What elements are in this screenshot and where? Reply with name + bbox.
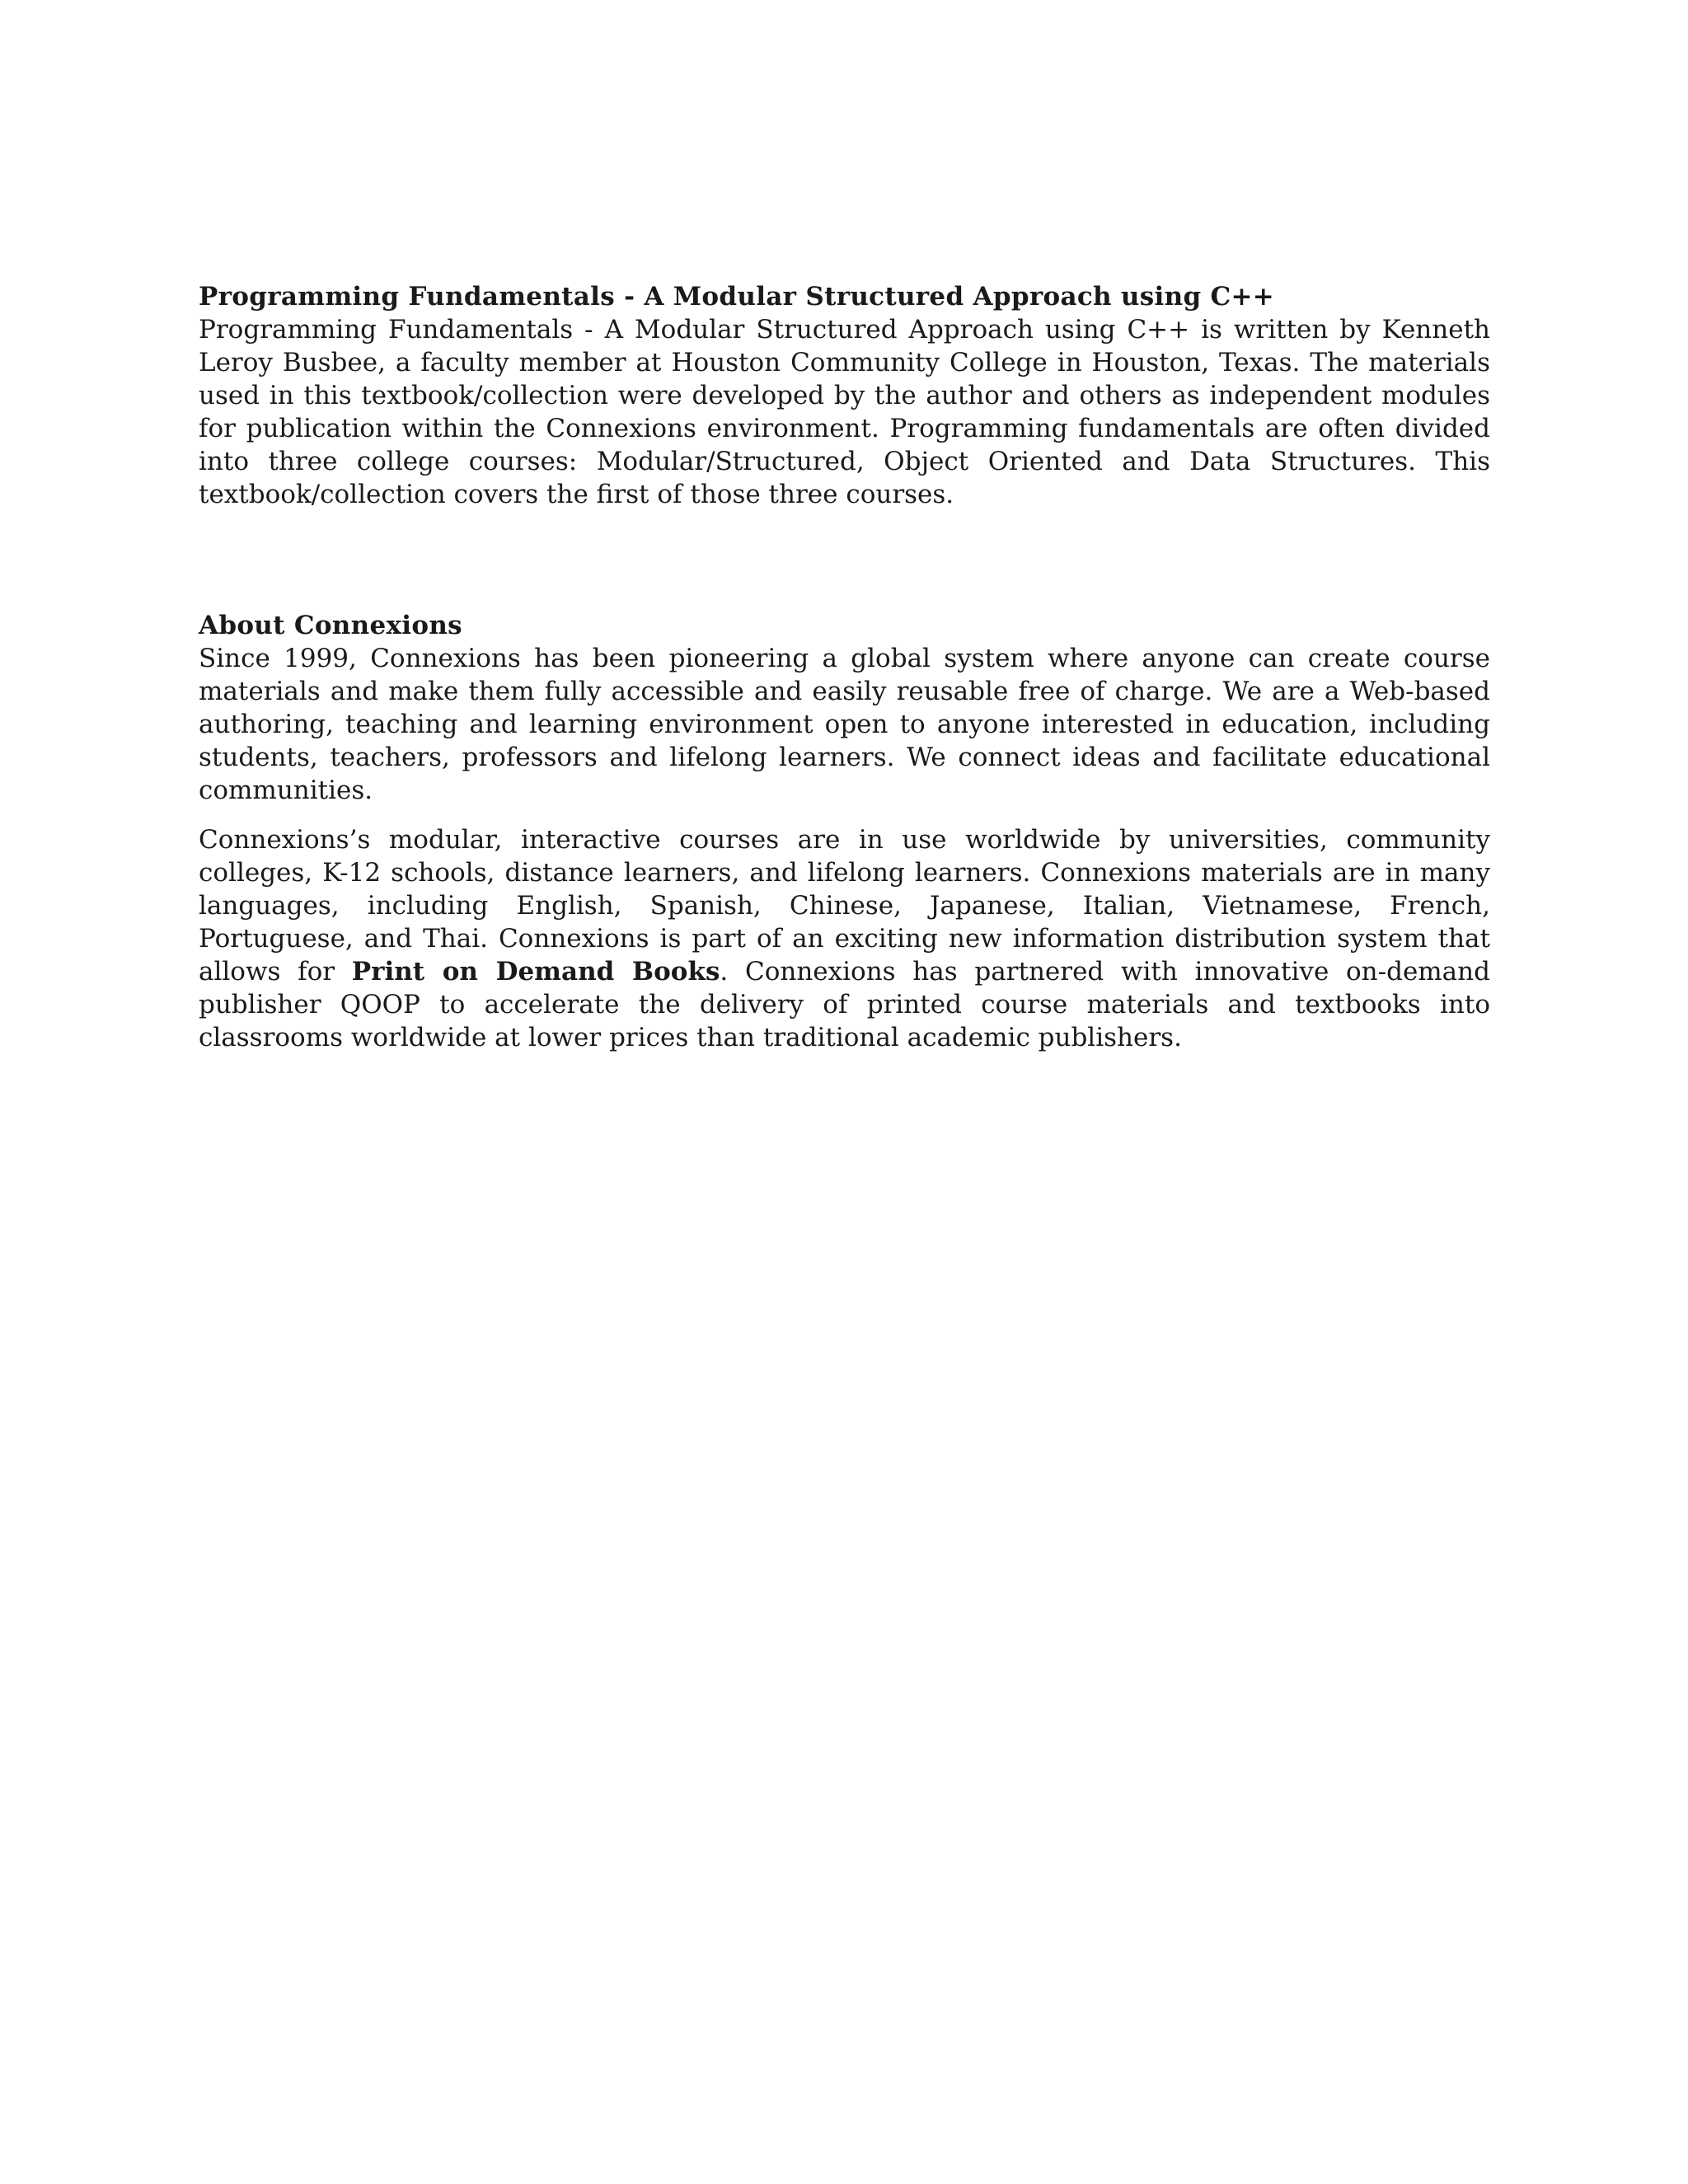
section-body-programming-fundamentals: Programming Fundamentals - A Modular Structured Approach using C++ is written by Kenneth Leroy Busbee, a faculty member at Houston Community College in Houston, Texas. The materials used in this textbook/collection were developed by the author and others as independent modules for publication within the Connexions environment. Programming fundamentals are often divided into three college courses: Modular/Structured, Object Oriented and Data Structures. This textbook/collection covers the first of those three courses. (199, 315, 1490, 509)
paragraph-spacer (199, 807, 1490, 823)
about-connexions-paragraph-1: Since 1999, Connexions has been pioneering a global system where anyone can create course materials and make them fully accessible and easily reusable free of charge. We are a Web-based authoring, teaching and learning environment open to anyone interested in education, including students, teachers, professors and lifelong learners. We connect ideas and facilitate educational communities. (199, 644, 1490, 805)
paragraph-2-text-start: Connexions’s modular, interactive courses are in use worldwide by universities, community colleges, K-12 schools, distance learners, and lifelong learners. Connexions materials are in many languages, including English, Spanish, Chinese, Japanese, Italian, Vietnamese, French, Portuguese, and Thai. Connexions is part of an exciting new information distribution system that allows for (199, 825, 1490, 987)
section-title-about-connexions: About Connexions (199, 611, 462, 640)
about-connexions-paragraph-2 (199, 823, 1490, 1054)
print-on-demand-books-emphasis: Print on Demand Books (351, 957, 720, 987)
section-spacer (199, 511, 1490, 609)
paragraph-2-text-end: . Connexions has partnered with innovative on-demand publisher QOOP to accelerate the delivery of printed course materials and textbooks into classrooms worldwide at lower prices than traditional academic publishers. (199, 957, 1490, 1052)
page-content (199, 280, 1490, 1054)
section-title-programming-fundamentals: Programming Fundamentals - A Modular Structured Approach using C++ (199, 282, 1275, 312)
